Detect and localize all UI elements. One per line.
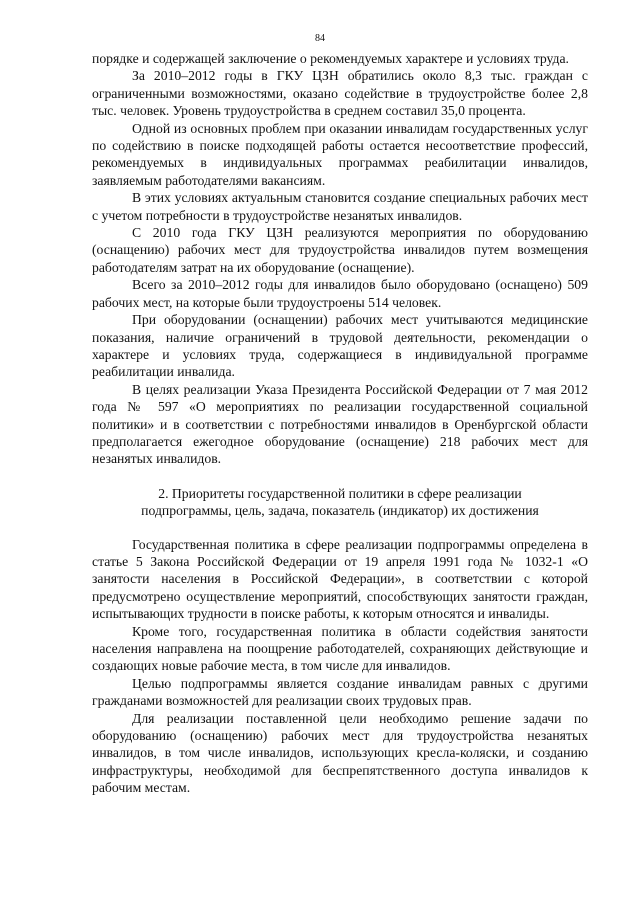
paragraph: Кроме того, государственная политика в области содействия занятости населения направлена на поощрение работодателей, сохраняющих действующие и создающих новые рабочие места, в том числе для инвалидов. <box>92 623 588 674</box>
paragraph: В этих условиях актуальным становится создание специальных рабочих мест с учетом потребности в трудоустройстве незанятых инвалидов. <box>92 190 588 223</box>
section-heading: 2. Приоритеты государственной политики в сфере реализации подпрограммы, цель, задача, показатель (индикатор) их достижения <box>141 485 539 519</box>
document-body <box>92 50 588 797</box>
paragraph: порядке и содержащей заключение о рекомендуемых характере и условиях труда. <box>92 51 569 66</box>
paragraph: Государственная политика в сфере реализации подпрограммы определена в статье 5 Закона Российской Федерации от 19 апреля 1991 года № 1032-1 «О занятости населения в Российской Федерации», в соответствии с которой предусмотрено осуществление мероприятий, способствующих занятости граждан, испытывающих трудности в поиске работы, к которым относятся и инвалиды. <box>92 536 588 622</box>
paragraph: Целью подпрограммы является создание инвалидам равных с другими гражданами возможностей для реализации своих трудовых прав. <box>92 675 588 709</box>
paragraph: В целях реализации Указа Президента Российской Федерации от 7 мая 2012 года № 597 «О мероприятиях по реализации государственной социальной политики» и в соответствии с потребностями инвалидов в Оренбургской области предполагается ежегодное оборудование (оснащение) 218 рабочих мест для незанятых инвалидов. <box>92 381 588 467</box>
paragraph: С 2010 года ГКУ ЦЗН реализуются мероприятия по оборудованию (оснащению) рабочих мест для трудоустройства инвалидов путем возмещения работодателям затрат на их оборудование (оснащение). <box>92 225 588 275</box>
paragraph: При оборудовании (оснащении) рабочих мест учитываются медицинские показания, наличие ограничений в трудовой деятельности, рекомендации о характере и условиях труда, содержащиеся в индивидуальной программе реабилитации инвалида. <box>92 312 588 380</box>
paragraph: Всего за 2010–2012 годы для инвалидов было оборудовано (оснащено) 509 рабочих мест, на которые были трудоустроены 514 человек. <box>92 277 588 310</box>
paragraph: Для реализации поставленной цели необходимо решение задачи по оборудованию (оснащению) рабочих мест для трудоустройства незанятых инвалидов, в том числе инвалидов, использующих кресла-коляски, и созданию инфраструктуры, необходимой для беспрепятственного доступа инвалидов к рабочим местам. <box>92 710 588 796</box>
paragraph: За 2010–2012 годы в ГКУ ЦЗН обратились около 8,3 тыс. граждан с ограниченными возможностями, оказано содействие в трудоустройстве более 2,8 тыс. человек. Уровень трудоустройства в среднем составил 35,0 процента. <box>92 68 588 119</box>
paragraph: Одной из основных проблем при оказании инвалидам государственных услуг по содействию в поиске подходящей работы остается несоответствие профессий, рекомендуемых в индивидуальных программах реабилитации инвалидов, заявляемым работодателями вакансиям. <box>92 120 588 188</box>
page-number: 84 <box>315 33 325 44</box>
